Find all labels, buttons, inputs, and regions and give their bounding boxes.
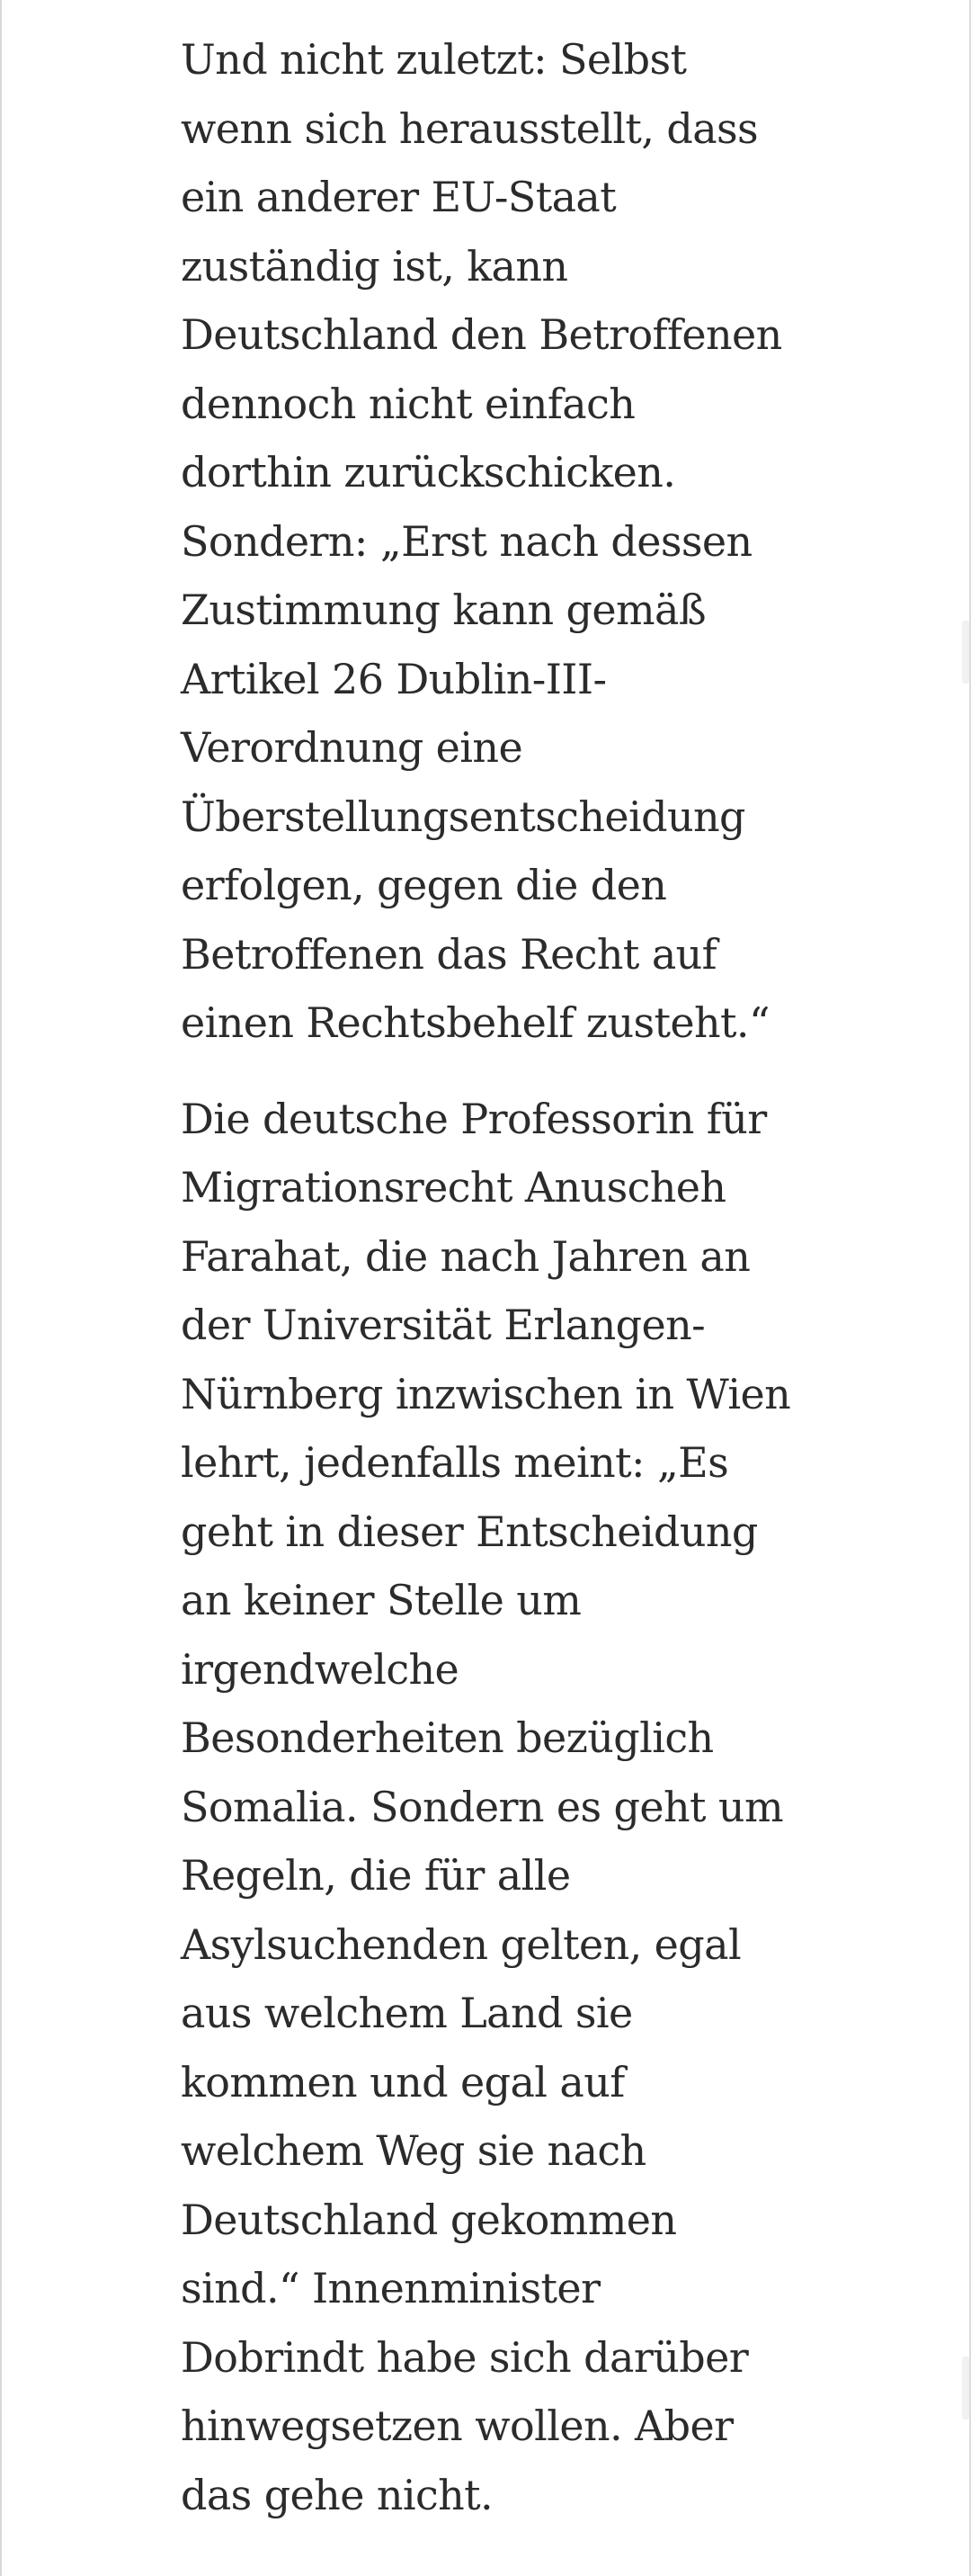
paragraph-line: Asylsuchenden gelten, egal (181, 1919, 742, 1969)
paragraph-line: sind.“ Innenminister (181, 2264, 601, 2312)
article-body (181, 25, 810, 2529)
paragraph-line: irgendwelche (181, 1644, 459, 1694)
paragraph-line: Migrationsrecht Anuscheh (181, 1163, 726, 1212)
paragraph-line: wenn sich herausstellt, dass (181, 103, 759, 153)
paragraph-line: an keiner Stelle um (181, 1576, 582, 1624)
article-paragraph-1 (181, 25, 810, 1058)
paragraph-line: Zustimmung kann gemäß (181, 586, 706, 634)
paragraph-line: Überstellungsentscheidung (181, 792, 745, 841)
paragraph-line: lehrt, jedenfalls meint: „Es (181, 1438, 729, 1487)
paragraph-line: ein anderer EU-Staat (181, 173, 617, 221)
paragraph-line: Farahat, die nach Jahren an (181, 1231, 751, 1281)
paragraph-line: Betroffenen das Recht auf (181, 929, 717, 979)
paragraph-line: welchem Weg sie nach (181, 2126, 646, 2175)
paragraph-line: Nürnberg inzwischen in Wien (181, 1369, 791, 1418)
paragraph-line: das gehe nicht. (181, 2470, 494, 2519)
paragraph-line: Sondern: „Erst nach dessen (181, 516, 753, 566)
paragraph-line: Artikel 26 Dublin-III- (181, 654, 607, 703)
paragraph-line: erfolgen, gegen die den (181, 861, 667, 909)
paragraph-line: dorthin zurückschicken. (181, 448, 676, 496)
scrollbar-segment-upper[interactable] (962, 621, 969, 684)
paragraph-line: Regeln, die für alle (181, 1851, 571, 1900)
paragraph-line: Die deutsche Professorin für (181, 1094, 767, 1143)
paragraph-line: Dobrindt habe sich darüber (181, 2332, 749, 2382)
paragraph-line: hinwegsetzen wollen. Aber (181, 2402, 734, 2450)
paragraph-line: aus welchem Land sie (181, 1989, 633, 2037)
left-border (0, 0, 2, 2576)
paragraph-line: der Universität Erlangen- (181, 1301, 706, 1349)
article-paragraph-2 (181, 1085, 810, 2530)
paragraph-line: kommen und egal auf (181, 2057, 625, 2106)
paragraph-line: Verordnung eine (181, 723, 523, 772)
scrollbar-segment-lower[interactable] (962, 2357, 969, 2419)
paragraph-line: dennoch nicht einfach (181, 379, 636, 428)
paragraph-line: Deutschland den Betroffenen (181, 310, 782, 359)
paragraph-line: einen Rechtsbehelf zusteht.“ (181, 998, 770, 1047)
paragraph-line: Und nicht zuletzt: Selbst (181, 35, 687, 84)
paragraph-line: Somalia. Sondern es geht um (181, 1782, 783, 1831)
paragraph-line: zuständig ist, kann (181, 241, 568, 291)
paragraph-line: Deutschland gekommen (181, 2195, 677, 2244)
paragraph-line: geht in dieser Entscheidung (181, 1507, 758, 1556)
paragraph-line: Besonderheiten bezüglich (181, 1713, 714, 1762)
